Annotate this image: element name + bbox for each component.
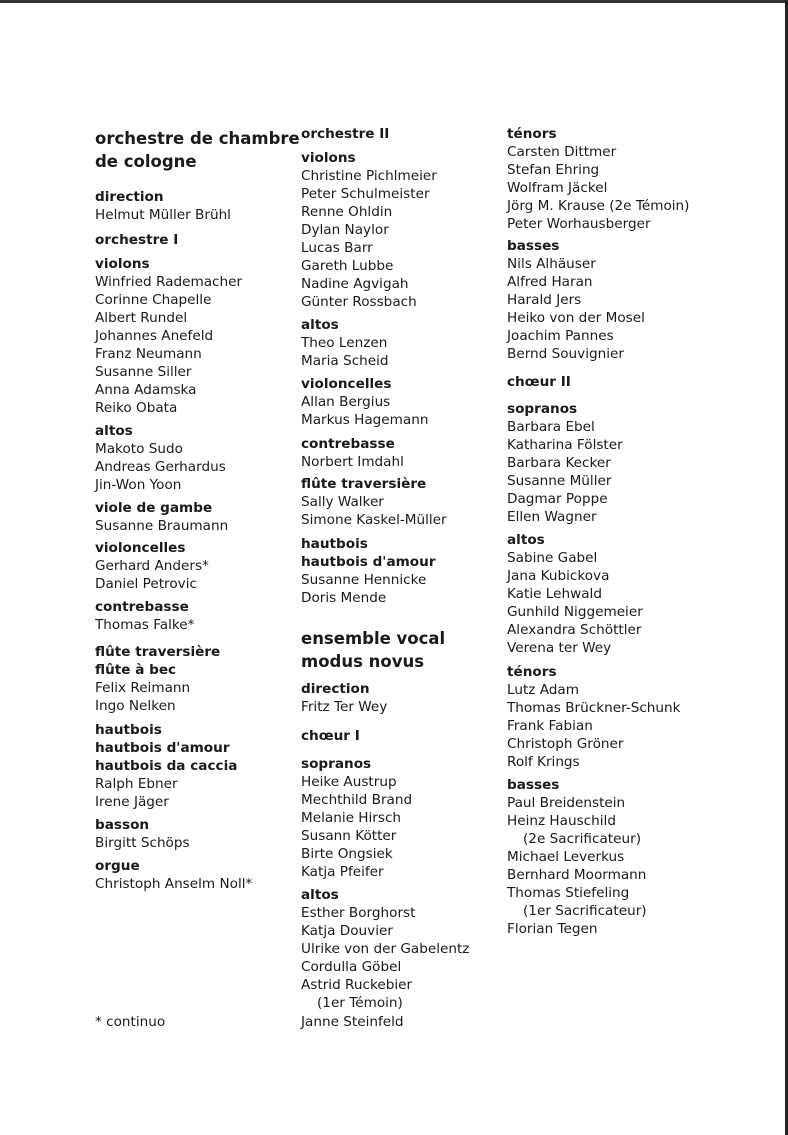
performer-name: Verena ter Wey bbox=[507, 640, 612, 656]
section-heading: flûte traversière bbox=[301, 476, 427, 492]
performer-name: Franz Neumann bbox=[95, 346, 202, 362]
section-heading: basson bbox=[95, 817, 150, 833]
performer-name: Sally Walker bbox=[301, 494, 384, 510]
performer-name: Renne Ohldin bbox=[301, 204, 393, 220]
performer-name: Susanne Braumann bbox=[95, 518, 229, 534]
performer-name: Alfred Haran bbox=[507, 274, 593, 290]
performer-name: Gerhard Anders* bbox=[95, 558, 209, 574]
performer-name: Gunhild Niggemeier bbox=[507, 604, 643, 620]
performer-name: Heiko von der Mosel bbox=[507, 310, 645, 326]
section-heading: altos bbox=[301, 887, 339, 903]
performer-name: Susanne Siller bbox=[95, 364, 192, 380]
performer-name: Gareth Lubbe bbox=[301, 258, 394, 274]
performer-name: Frank Fabian bbox=[507, 718, 593, 734]
performer-name: Alexandra Schöttler bbox=[507, 622, 642, 638]
performer-name: Irene Jäger bbox=[95, 794, 169, 810]
role-note: (2e Sacrificateur) bbox=[523, 831, 642, 847]
performer-name: Nadine Agvigah bbox=[301, 276, 409, 292]
performer-name: Thomas Brückner-Schunk bbox=[507, 700, 681, 716]
performer-name: Bernd Souvignier bbox=[507, 346, 624, 362]
performer-name: Markus Hagemann bbox=[301, 412, 429, 428]
section-heading: contrebasse bbox=[301, 436, 395, 452]
section-heading: ténors bbox=[507, 126, 557, 142]
performer-name: Astrid Ruckebier bbox=[301, 977, 413, 993]
performer-name: Ralph Ebner bbox=[95, 776, 178, 792]
role-note: (1er Témoin) bbox=[317, 995, 403, 1011]
performer-name: Ulrike von der Gabelentz bbox=[301, 941, 470, 957]
performer-name: Jörg M. Krause (2e Témoin) bbox=[507, 198, 690, 214]
section-heading: contrebasse bbox=[95, 599, 189, 615]
section-heading: altos bbox=[95, 423, 133, 439]
performer-name: Corinne Chapelle bbox=[95, 292, 212, 308]
page-edge-top bbox=[0, 0, 788, 3]
performer-name: Christoph Gröner bbox=[507, 736, 624, 752]
performer-name: Helmut Müller Brühl bbox=[95, 207, 231, 223]
performer-name: Bernhard Moormann bbox=[507, 867, 647, 883]
performer-name: Katharina Fölster bbox=[507, 437, 623, 453]
performer-name: Norbert Imdahl bbox=[301, 454, 404, 470]
performer-name: Dagmar Poppe bbox=[507, 491, 608, 507]
performer-name: Barbara Kecker bbox=[507, 455, 611, 471]
performer-name: Susanne Müller bbox=[507, 473, 612, 489]
section-heading: violons bbox=[301, 150, 356, 166]
performer-name: Susann Kötter bbox=[301, 828, 397, 844]
section-heading: orchestre I bbox=[95, 232, 179, 248]
performer-name: Katja Pfeifer bbox=[301, 864, 384, 880]
section-heading: flûte à bec bbox=[95, 662, 177, 678]
section-heading: altos bbox=[507, 532, 545, 548]
performer-name: Albert Rundel bbox=[95, 310, 188, 326]
performer-name: Harald Jers bbox=[507, 292, 582, 308]
performer-name: Allan Bergius bbox=[301, 394, 391, 410]
performer-name: Carsten Dittmer bbox=[507, 144, 617, 160]
performer-name: Theo Lenzen bbox=[301, 335, 388, 351]
performer-name: Ellen Wagner bbox=[507, 509, 597, 525]
footnote: * continuo bbox=[95, 1014, 166, 1030]
performer-name: Andreas Gerhardus bbox=[95, 459, 226, 475]
performer-name: Jin-Won Yoon bbox=[95, 477, 182, 493]
performer-name: Paul Breidenstein bbox=[507, 795, 626, 811]
performer-name: Nils Alhäuser bbox=[507, 256, 596, 272]
section-heading: direction bbox=[301, 681, 370, 697]
performer-name: Johannes Anefeld bbox=[95, 328, 214, 344]
performer-name: Simone Kaskel-Müller bbox=[301, 512, 447, 528]
performer-name: Thomas Falke* bbox=[95, 617, 195, 633]
section-title: orchestre de chambre bbox=[95, 129, 300, 148]
performer-name: Katie Lehwald bbox=[507, 586, 602, 602]
performer-name: Florian Tegen bbox=[507, 921, 598, 937]
performer-name: Christine Pichlmeier bbox=[301, 168, 437, 184]
section-heading: hautbois bbox=[95, 722, 162, 738]
section-heading: orgue bbox=[95, 858, 140, 874]
section-heading: viole de gambe bbox=[95, 500, 213, 516]
section-title: ensemble vocal bbox=[301, 629, 446, 648]
performer-name: Melanie Hirsch bbox=[301, 810, 402, 826]
performer-name: Birte Ongsiek bbox=[301, 846, 393, 862]
performer-name: Michael Leverkus bbox=[507, 849, 625, 865]
performer-name: Sabine Gabel bbox=[507, 550, 598, 566]
section-heading: sopranos bbox=[507, 401, 578, 417]
section-heading: basses bbox=[507, 777, 560, 793]
performer-name: Winfried Rademacher bbox=[95, 274, 243, 290]
performer-name: Susanne Hennicke bbox=[301, 572, 427, 588]
performer-name: Heinz Hauschild bbox=[507, 813, 616, 829]
role-note: (1er Sacrificateur) bbox=[523, 903, 647, 919]
performer-name: Reiko Obata bbox=[95, 400, 178, 416]
performer-name: Christoph Anselm Noll* bbox=[95, 876, 253, 892]
section-heading: flûte traversière bbox=[95, 644, 221, 660]
performer-name: Makoto Sudo bbox=[95, 441, 183, 457]
performer-name: Rolf Krings bbox=[507, 754, 580, 770]
section-heading: altos bbox=[301, 317, 339, 333]
performer-name: Joachim Pannes bbox=[507, 328, 614, 344]
section-heading: hautbois da caccia bbox=[95, 758, 238, 774]
section-heading: violons bbox=[95, 256, 150, 272]
performer-name: Felix Reimann bbox=[95, 680, 191, 696]
section-heading: ténors bbox=[507, 664, 557, 680]
performer-name: Doris Mende bbox=[301, 590, 387, 606]
performer-name: Lucas Barr bbox=[301, 240, 373, 256]
section-heading: violoncelles bbox=[95, 540, 186, 556]
section-heading: sopranos bbox=[301, 756, 372, 772]
section-heading: basses bbox=[507, 238, 560, 254]
performer-name: Stefan Ehring bbox=[507, 162, 600, 178]
performer-name: Anna Adamska bbox=[95, 382, 197, 398]
section-title: de cologne bbox=[95, 152, 197, 171]
section-heading: violoncelles bbox=[301, 376, 392, 392]
performer-name: Lutz Adam bbox=[507, 682, 579, 698]
section-heading: direction bbox=[95, 189, 164, 205]
performer-name: Dylan Naylor bbox=[301, 222, 389, 238]
performer-name: Fritz Ter Wey bbox=[301, 699, 388, 715]
performer-name: Wolfram Jäckel bbox=[507, 180, 608, 196]
performer-name: Maria Scheid bbox=[301, 353, 389, 369]
performer-name: Mechthild Brand bbox=[301, 792, 413, 808]
performer-name: Esther Borghorst bbox=[301, 905, 416, 921]
performer-name: Günter Rossbach bbox=[301, 294, 417, 310]
section-title: modus novus bbox=[301, 652, 425, 671]
performer-name: Ingo Nelken bbox=[95, 698, 176, 714]
performer-name: Daniel Petrovic bbox=[95, 576, 197, 592]
section-heading: chœur II bbox=[507, 374, 571, 390]
performer-name: Cordulla Göbel bbox=[301, 959, 402, 975]
section-heading: chœur I bbox=[301, 728, 360, 744]
section-heading: hautbois d'amour bbox=[95, 740, 230, 756]
performer-name: Barbara Ebel bbox=[507, 419, 595, 435]
section-heading: hautbois d'amour bbox=[301, 554, 436, 570]
performer-name: Peter Schulmeister bbox=[301, 186, 430, 202]
performer-name: Janne Steinfeld bbox=[301, 1014, 404, 1030]
performer-name: Katja Douvier bbox=[301, 923, 393, 939]
section-heading: hautbois bbox=[301, 536, 368, 552]
performer-name: Peter Worhausberger bbox=[507, 216, 651, 232]
performer-name: Heike Austrup bbox=[301, 774, 397, 790]
performer-name: Jana Kubickova bbox=[507, 568, 610, 584]
performer-name: Thomas Stiefeling bbox=[507, 885, 630, 901]
section-heading: orchestre II bbox=[301, 126, 390, 142]
performer-name: Birgitt Schöps bbox=[95, 835, 190, 851]
